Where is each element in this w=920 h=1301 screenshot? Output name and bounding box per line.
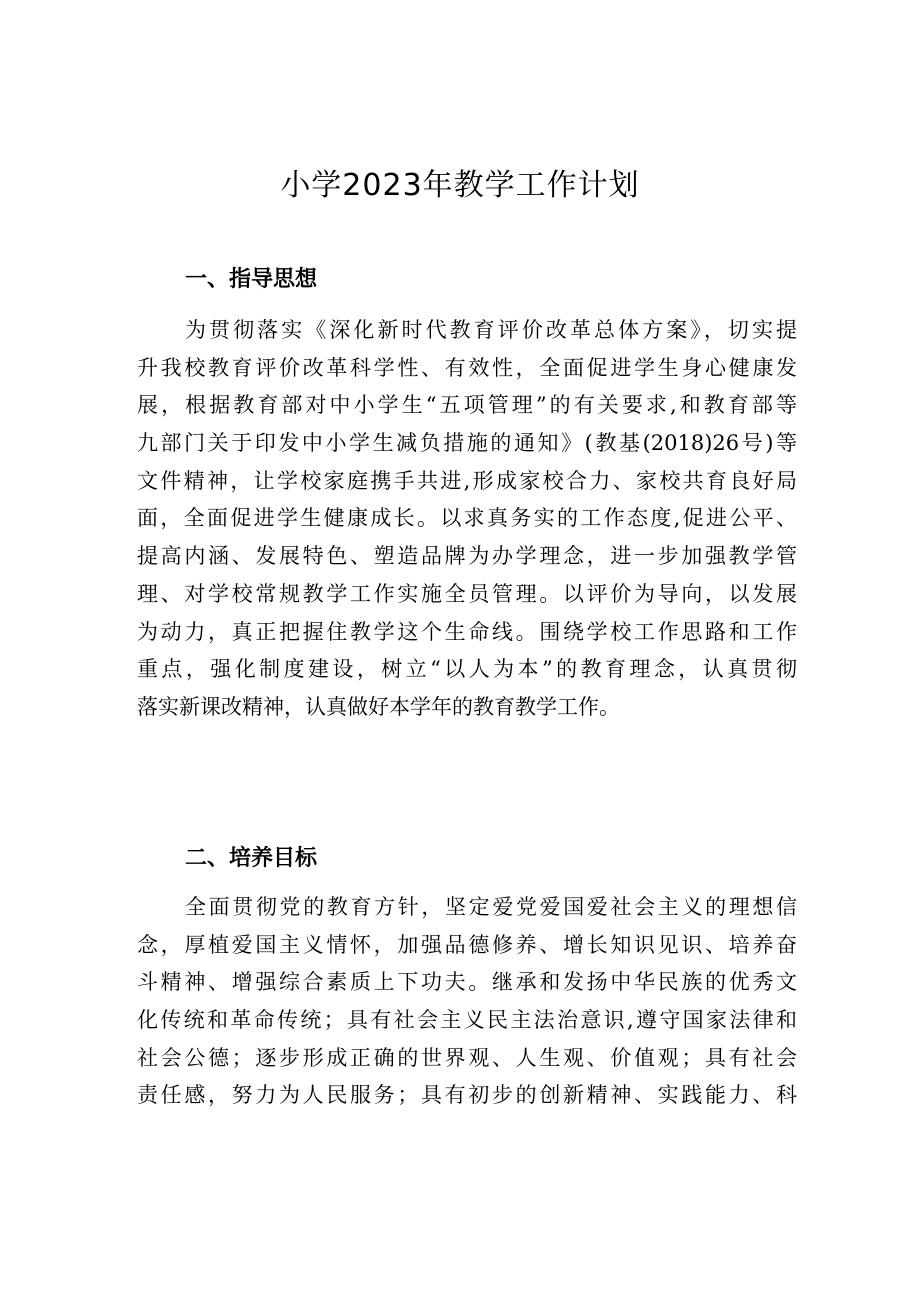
paragraph-line: 为动力，真正把握住教学这个生命线。围绕学校工作思路和工作 — [137, 619, 797, 644]
document-title: 小学2023年教学工作计划 — [280, 168, 640, 203]
paragraph-line: 斗精神、增强综合素质上下功夫。继承和发扬中华民族的优秀文 — [137, 970, 797, 995]
paragraph-line: 念，厚植爱国主义情怀，加强品德修养、增长知识见识、培养奋 — [137, 932, 797, 957]
paragraph-line: 展，根据教育部对中小学生“五项管理”的有关要求,和教育部等 — [137, 393, 797, 418]
paragraph-line: 理、对学校常规教学工作实施全员管理。以评价为导向，以发展 — [137, 581, 797, 606]
paragraph-guiding-ideology — [137, 312, 797, 727]
paragraph-line: 落实新课改精神，认真做好本学年的教育教学工作。 — [137, 694, 620, 719]
paragraph-line: 文件精神，让学校家庭携手共进,形成家校合力、家校共育良好局 — [137, 468, 797, 493]
paragraph-line: 责任感，努力为人民服务；具有初步的创新精神、实践能力、科 — [137, 1083, 797, 1108]
paragraph-line: 社会公德；逐步形成正确的世界观、人生观、价值观；具有社会 — [137, 1045, 797, 1070]
paragraph-line: 重点，强化制度建设，树立“以人为本”的教育理念，认真贯彻 — [137, 657, 797, 682]
paragraph-line: 化传统和革命传统；具有社会主义民主法治意识,遵守国家法律和 — [137, 1008, 797, 1033]
paragraph-line: 面，全面促进学生健康成长。以求真务实的工作态度,促进公平、 — [137, 506, 797, 531]
paragraph-line: 升我校教育评价改革科学性、有效性，全面促进学生身心健康发 — [137, 355, 797, 380]
paragraph-line: 为贯彻落实《深化新时代教育评价改革总体方案》，切实提 — [185, 318, 797, 342]
section-heading-guiding-ideology: 一、指导思想 — [185, 267, 318, 292]
paragraph-line: 九部门关于印发中小学生减负措施的通知》(教基(2018)26号)等 — [137, 431, 797, 456]
paragraph-line: 提高内涵、发展特色、塑造品牌为办学理念，进一步加强教学管 — [137, 544, 797, 569]
paragraph-line: 全面贯彻党的教育方针，坚定爱党爱国爱社会主义的理想信 — [185, 895, 797, 919]
section-heading-training-goals: 二、培养目标 — [185, 846, 318, 871]
paragraph-training-goals — [137, 889, 797, 1115]
